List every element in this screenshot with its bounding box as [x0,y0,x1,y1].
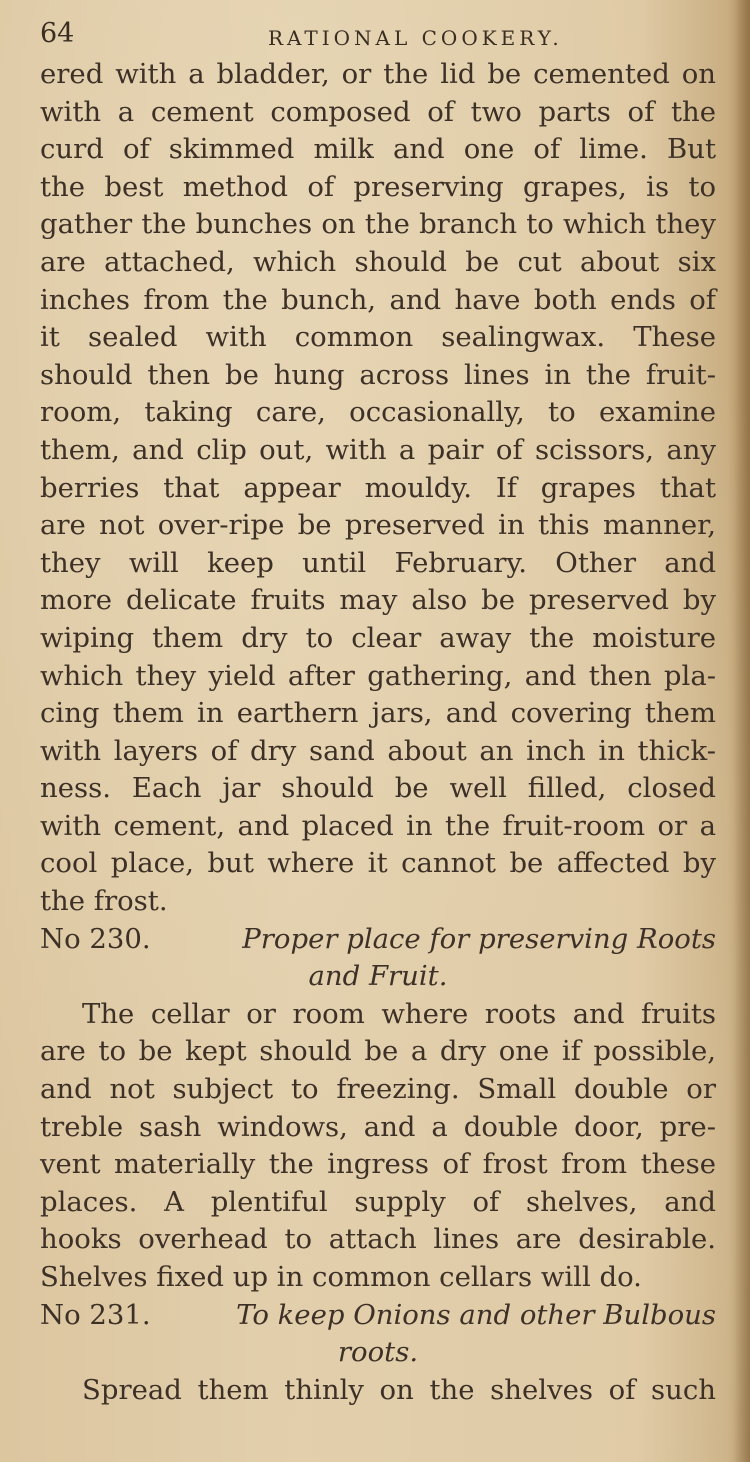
section-title-continued: roots. [337,1336,419,1369]
running-title: RATIONAL COOKERY. [268,26,563,50]
text-line: the best method of preserving grapes, is to [40,170,716,203]
text-line: places. A plentiful supply of shelves, and [40,1185,716,1218]
text-line: The cellar or room where roots and fruits [82,997,716,1030]
text-line: wiping them dry to clear away the moisture [40,621,716,654]
text-line: the frost. [40,885,168,918]
section-title-continued: and Fruit. [308,960,448,993]
text-line: more delicate fruits may also be preserved by [40,584,716,617]
text-line: treble sash windows, and a double door, pre- [40,1110,716,1143]
text-line: vent materially the ingress of frost from these [40,1148,716,1181]
section-number: No 230. [40,922,151,955]
text-line: it sealed with common sealingwax. These [40,321,716,354]
section-number: No 231. [40,1298,151,1331]
text-line: and not subject to freezing. Small double or [40,1073,716,1106]
page-edge-shadow [734,0,750,1462]
text-line: ered with a bladder, or the lid be cemented on [40,58,716,90]
text-line: them, and clip out, with a pair of scissors, any [40,433,716,466]
text-line: are attached, which should be cut about six [40,245,716,278]
text-line: with a cement composed of two parts of the [40,95,716,128]
section-title: To keep Onions and other Bulbous [236,1298,716,1331]
body-text [40,56,716,1409]
text-line: which they yield after gathering, and then pla- [40,659,716,692]
text-line: room, taking care, occasionally, to examine [40,396,716,429]
text-line: Spread them thinly on the shelves of such [82,1373,716,1406]
text-line: gather the bunches on the branch to which they [40,208,716,241]
section-title: Proper place for preserving Roots [242,922,716,955]
section-heading-230 [40,921,716,959]
text-line: are to be kept should be a dry one if possible, [40,1035,716,1068]
text-line: curd of skimmed milk and one of lime. But [40,133,716,166]
text-line: cing them in earthern jars, and covering them [40,697,716,730]
text-line: ness. Each jar should be well filled, closed [40,772,716,805]
text-line: inches from the bunch, and have both ends of [40,283,716,316]
text-line: with cement, and placed in the fruit-room or a [40,809,716,842]
text-line: Shelves fixed up in common cellars will do. [40,1261,642,1293]
page-number: 64 [40,18,75,49]
text-line: with layers of dry sand about an inch in thick- [40,734,716,767]
page-header [40,14,720,54]
text-line: berries that appear mouldy. If grapes that [40,471,716,504]
text-line: hooks overhead to attach lines are desirable. [40,1223,716,1256]
text-line: cool place, but where it cannot be affected by [40,847,716,880]
section-heading-231 [40,1297,716,1335]
text-line: they will keep until February. Other and [40,546,716,579]
text-line: should then be hung across lines in the fruit- [40,358,716,391]
text-line: are not over-ripe be preserved in this manner, [40,509,716,542]
